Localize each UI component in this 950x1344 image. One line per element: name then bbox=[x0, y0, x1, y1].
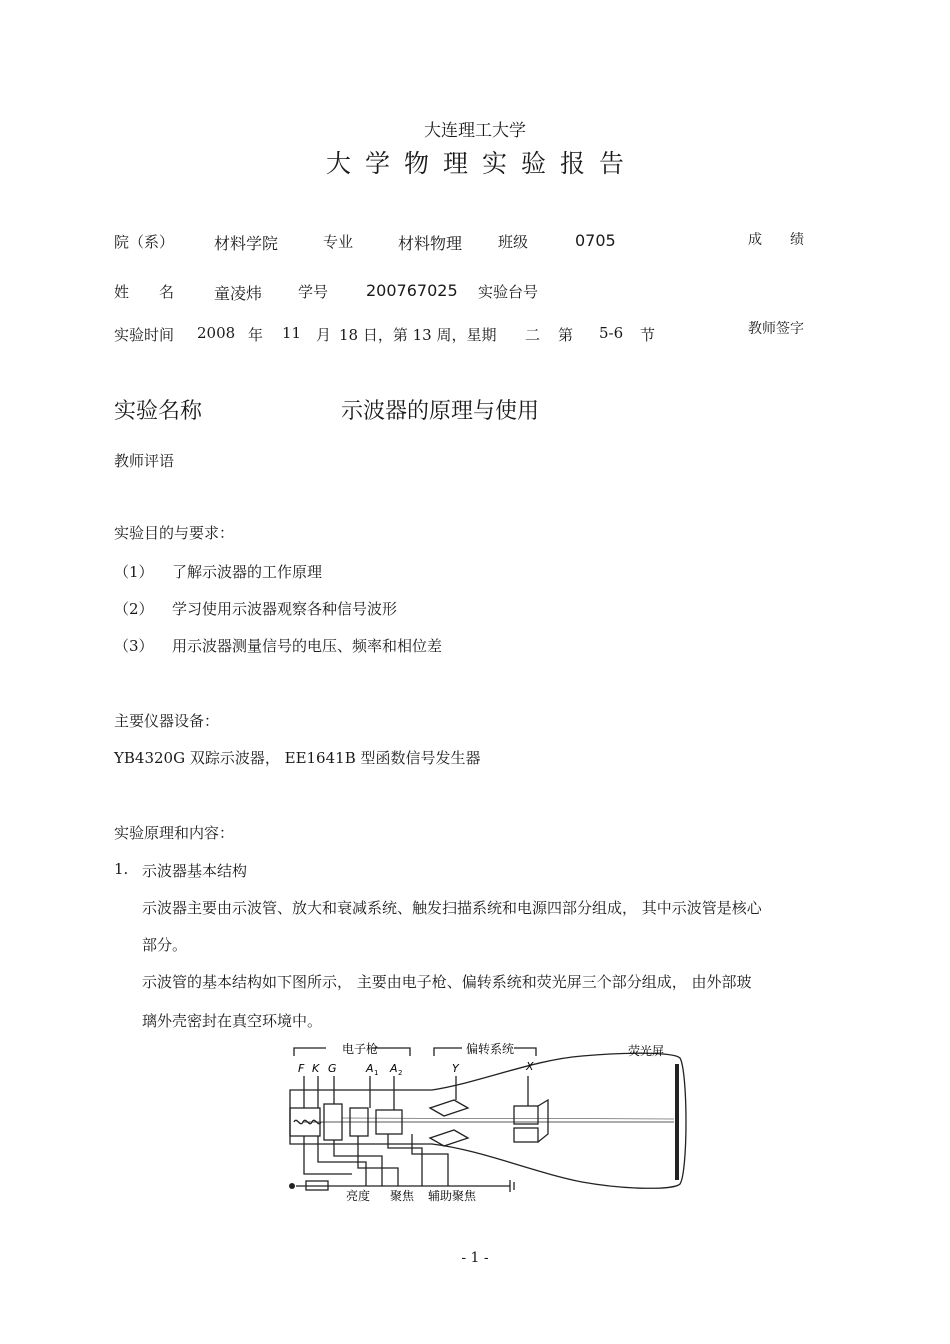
equipment-heading: 主要仪器设备： bbox=[114, 712, 220, 730]
paragraph-line: 示波器主要由示波管、放大和衰减系统、触发扫描系统和电源四部分组成， 其中示波管是核心 bbox=[142, 899, 762, 917]
section-title: 示波器基本结构 bbox=[142, 862, 248, 880]
weekday-value: 二 bbox=[525, 326, 541, 344]
terminal-dot bbox=[289, 1183, 295, 1189]
deflect-bracket-right bbox=[514, 1048, 536, 1056]
label-focus: 聚焦 bbox=[390, 1189, 415, 1203]
dept-label: 院（系） bbox=[114, 233, 175, 251]
objective-text: 了解示波器的工作原理 bbox=[172, 563, 323, 581]
deflect-bracket-left bbox=[434, 1048, 462, 1056]
teacher-comment-label: 教师评语 bbox=[114, 452, 175, 470]
label-A2: A bbox=[390, 1062, 398, 1075]
filament-coil bbox=[294, 1120, 321, 1123]
bench-label: 实验台号 bbox=[478, 283, 539, 301]
objective-num: （2） bbox=[114, 600, 154, 618]
experiment-name-label: 实验名称 bbox=[114, 399, 203, 424]
label-Y: Y bbox=[452, 1062, 459, 1075]
label-brightness: 亮度 bbox=[346, 1189, 371, 1203]
student-id-value: 200767025 bbox=[366, 281, 458, 300]
y-deflection-plate bbox=[430, 1100, 468, 1116]
x-deflection-plate bbox=[514, 1106, 538, 1124]
month-value: 11 bbox=[282, 324, 302, 342]
month-unit: 月 bbox=[316, 326, 332, 344]
major-value: 材料物理 bbox=[398, 234, 463, 253]
period-value: 5-6 bbox=[599, 324, 624, 342]
section-number: 1. bbox=[114, 860, 129, 878]
class-value: 0705 bbox=[575, 231, 616, 250]
paragraph-line: 部分。 bbox=[142, 936, 188, 954]
name-value: 童凌炜 bbox=[214, 284, 263, 303]
objective-num: （3） bbox=[114, 637, 154, 655]
label-A1-subscript: 1 bbox=[374, 1069, 379, 1077]
label-electron-gun: 电子枪 bbox=[342, 1042, 379, 1056]
university-name: 大连理工大学 bbox=[424, 121, 526, 141]
label-aux-focus: 辅助聚焦 bbox=[428, 1189, 477, 1203]
label-A1: A bbox=[366, 1062, 374, 1075]
gun-bracket-left bbox=[294, 1048, 326, 1056]
equipment-text: YB4320G 双踪示波器， EE1641B 型函数信号发生器 bbox=[114, 749, 481, 767]
label-F: F bbox=[298, 1062, 305, 1075]
grade-label: 成 绩 bbox=[748, 232, 804, 248]
oscilloscope-tube-diagram bbox=[282, 1042, 692, 1204]
paragraph-line: 示波管的基本结构如下图所示， 主要由电子枪、偏转系统和荧光屏三个部分组成， 由外部玻 bbox=[142, 973, 752, 991]
experiment-name-value: 示波器的原理与使用 bbox=[341, 399, 540, 424]
objective-num: （1） bbox=[114, 563, 154, 581]
year-unit: 年 bbox=[248, 326, 264, 344]
period-unit: 节 bbox=[640, 326, 656, 344]
class-label: 班级 bbox=[498, 233, 529, 251]
objective-text: 学习使用示波器观察各种信号波形 bbox=[172, 600, 398, 618]
page-number: - 1 - bbox=[461, 1250, 489, 1266]
label-deflection-system: 偏转系统 bbox=[466, 1042, 515, 1056]
dept-value: 材料学院 bbox=[214, 234, 279, 253]
name-label: 姓 名 bbox=[114, 283, 175, 301]
label-A2-subscript: 2 bbox=[398, 1069, 403, 1077]
student-id-label: 学号 bbox=[298, 283, 329, 301]
teacher-sign-label: 教师签字 bbox=[748, 321, 804, 337]
objective-text: 用示波器测量信号的电压、频率和相位差 bbox=[172, 637, 443, 655]
time-label: 实验时间 bbox=[114, 326, 175, 344]
principle-heading: 实验原理和内容： bbox=[114, 824, 235, 842]
day-week-text: 18 日，第 13 周，星期 bbox=[339, 326, 497, 344]
paragraph-line: 璃外壳密封在真空环境中。 bbox=[142, 1012, 323, 1030]
label-G: G bbox=[328, 1062, 337, 1075]
year-value: 2008 bbox=[197, 324, 236, 342]
report-title: 大学物理实验报告 bbox=[325, 149, 638, 178]
label-K: K bbox=[312, 1062, 320, 1075]
objectives-heading: 实验目的与要求： bbox=[114, 524, 235, 542]
label-X: X bbox=[526, 1060, 534, 1073]
period-label: 第 bbox=[558, 326, 574, 344]
major-label: 专业 bbox=[323, 233, 354, 251]
label-fluorescent-screen: 荧光屏 bbox=[628, 1044, 665, 1058]
